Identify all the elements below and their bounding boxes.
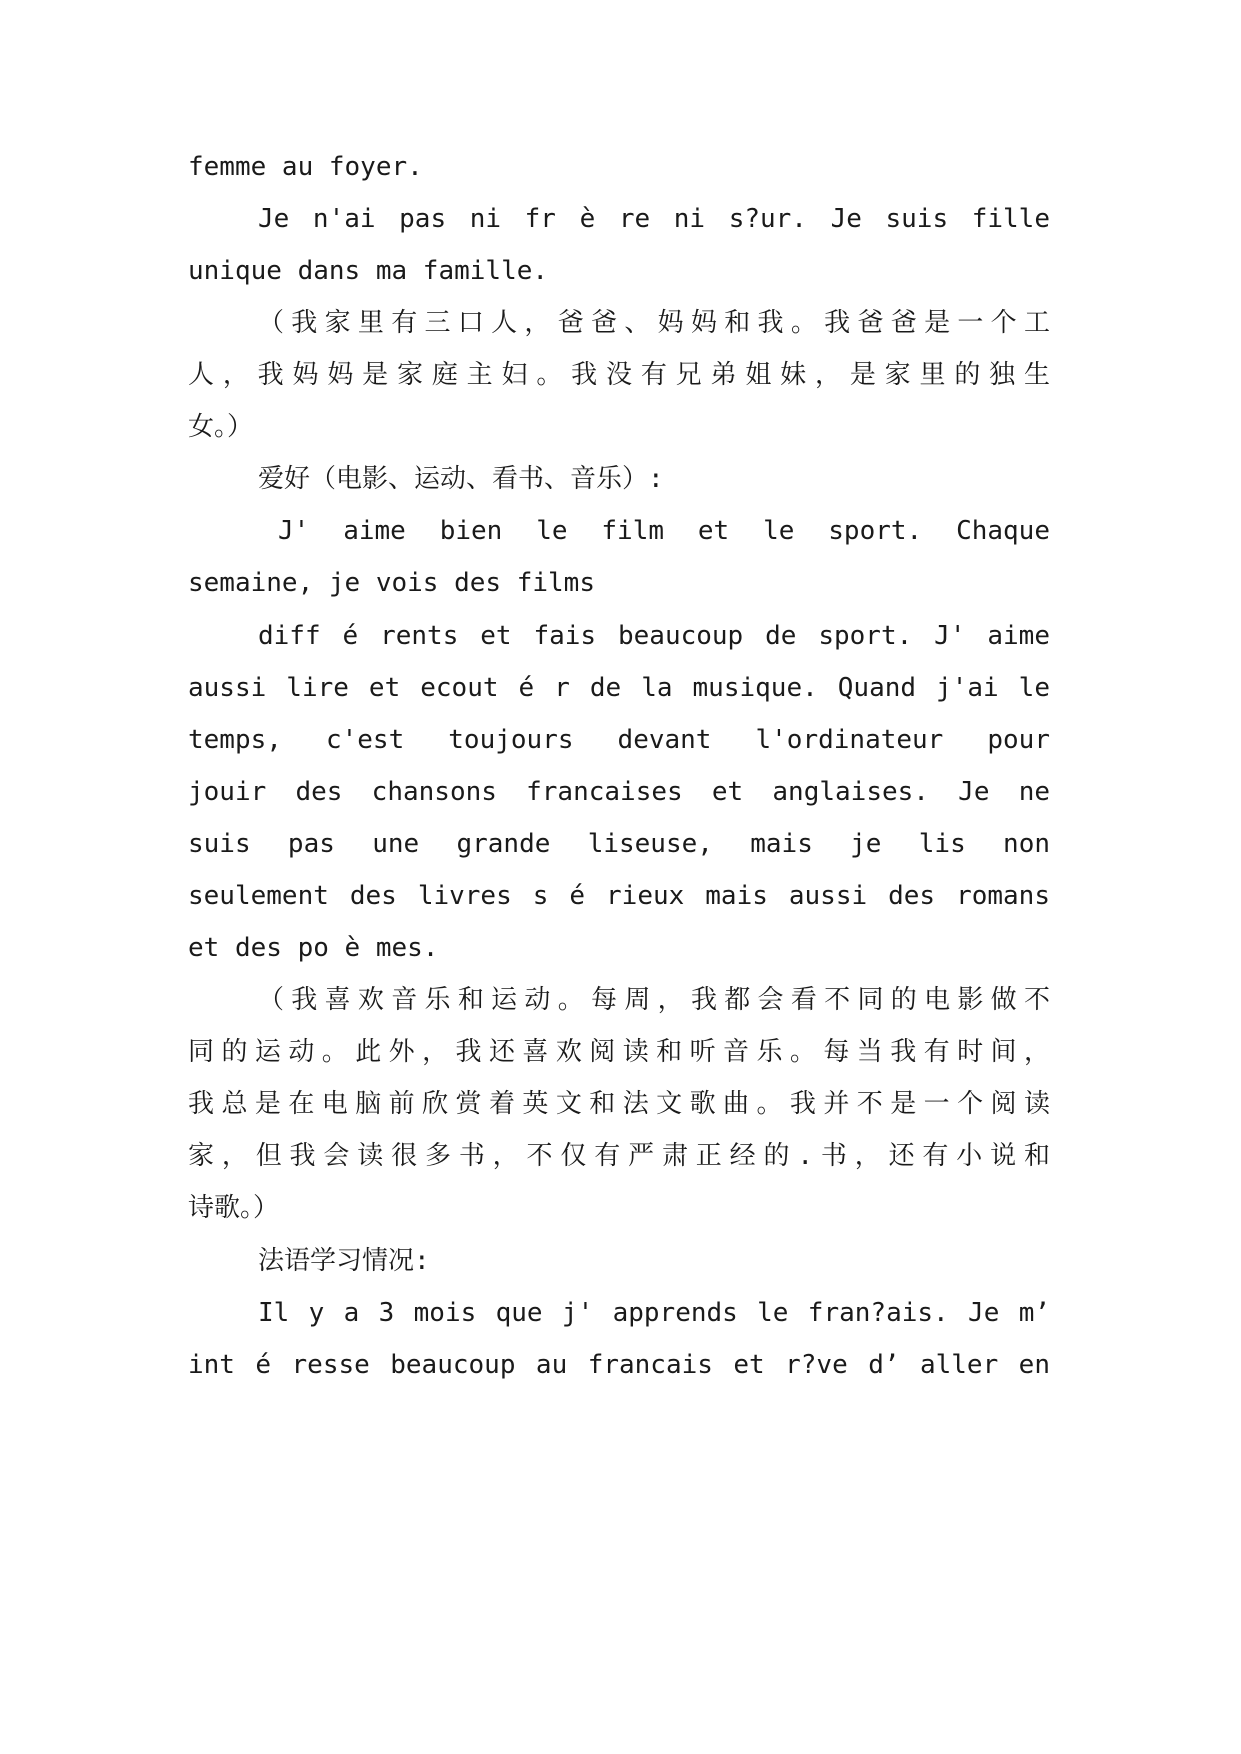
text-line-7: 爱好（电影、运动、看书、音乐）: <box>258 464 664 494</box>
text-line-14: suis pas une grande liseuse, mais je lis non <box>188 829 1050 859</box>
text-line-16: et des po è mes. <box>188 933 439 963</box>
text-line-1: femme au foyer. <box>188 152 423 182</box>
text-line-23: Il y a 3 mois que j' apprends le fran?ais. Je m’ <box>258 1298 1050 1328</box>
text-line-17: （我喜欢音乐和运动。每周，我都会看不同的电影做不 <box>258 985 1050 1015</box>
text-line-18: 同的运动。此外，我还喜欢阅读和听音乐。每当我有时间， <box>188 1037 1050 1067</box>
text-line-6: 女。） <box>188 412 254 442</box>
text-line-13: jouir des chansons francaises et anglaises. Je ne <box>188 777 1050 807</box>
text-line-10: diff é rents et fais beaucoup de sport. J' aime <box>258 621 1050 651</box>
text-line-19: 我总是在电脑前欣赏着英文和法文歌曲。我并不是一个阅读 <box>188 1089 1050 1119</box>
text-line-9: semaine, je vois des films <box>188 568 595 598</box>
text-line-11: aussi lire et ecout é r de la musique. Quand j'ai le <box>188 673 1050 703</box>
text-line-21: 诗歌。） <box>188 1193 280 1223</box>
text-line-20: 家，但我会读很多书，不仅有严肃正经的.书，还有小说和 <box>188 1141 1050 1171</box>
text-line-5: 人，我妈妈是家庭主妇。我没有兄弟姐妹，是家里的独生 <box>188 360 1050 390</box>
text-line-8: J' aime bien le film et le sport. Chaque <box>278 516 1050 546</box>
text-line-3: unique dans ma famille. <box>188 256 549 286</box>
text-line-2: Je n'ai pas ni fr è re ni s?ur. Je suis fille <box>258 204 1050 234</box>
text-line-24: int é resse beaucoup au francais et r?ve d’ aller en <box>188 1350 1050 1380</box>
text-line-12: temps, c'est toujours devant l'ordinateur pour <box>188 725 1050 755</box>
text-line-15: seulement des livres s é rieux mais aussi des romans <box>188 881 1050 911</box>
text-line-22: 法语学习情况: <box>258 1246 430 1276</box>
text-line-4: （我家里有三口人，爸爸、妈妈和我。我爸爸是一个工 <box>258 308 1050 338</box>
